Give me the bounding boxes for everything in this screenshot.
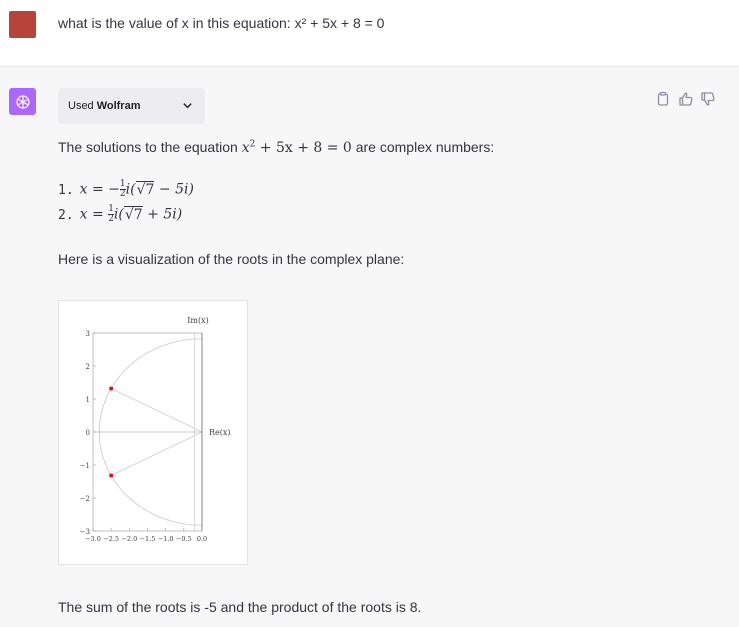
summary-text: The sum of the roots is -5 and the product of the roots is 8. <box>58 599 422 615</box>
thumbs-up-icon[interactable] <box>678 91 694 107</box>
intro-equation <box>242 140 352 156</box>
y-axis-label: Im(x) <box>187 316 209 325</box>
y-tick-label: 0 <box>85 429 90 437</box>
equation-exponent: 2 <box>249 139 256 150</box>
root-point <box>109 474 113 478</box>
solution-rest: − 5i) <box>154 181 194 198</box>
user-message-text: what is the value of x in this equation: x² + 5x + 8 = 0 <box>58 15 385 31</box>
assistant-message-row <box>0 67 739 627</box>
x-tick-label: −3.0 <box>85 535 101 543</box>
solution-item-2 <box>58 205 182 224</box>
x-tick-label: −2.0 <box>121 535 138 543</box>
fraction-numerator: 1 <box>108 204 114 214</box>
solution-item-1 <box>58 180 194 199</box>
y-tick-label: 2 <box>85 363 90 371</box>
equation-x: x <box>241 140 250 156</box>
visualization-intro: Here is a visualization of the roots in the complex plane: <box>58 251 405 267</box>
solution-sqrt: √7 <box>124 206 143 223</box>
intro-after: are complex numbers: <box>351 139 495 155</box>
root-point <box>109 386 113 390</box>
y-tick-label: −1 <box>79 462 90 470</box>
y-tick-label: 3 <box>85 330 90 338</box>
x-tick-label: −1.5 <box>139 535 156 543</box>
x-axis-label: Re(x) <box>209 428 231 437</box>
message-actions <box>656 91 716 107</box>
solution-lhs: x = <box>79 206 109 223</box>
intro-before: The solutions to the equation <box>58 139 242 155</box>
solution-sqrt: √7 <box>136 181 155 198</box>
complex-plane-plot <box>58 300 248 565</box>
x-tick-label: −0.5 <box>175 535 192 543</box>
user-message-row <box>0 0 739 67</box>
solution-i: i( <box>125 181 136 198</box>
plugin-used-name: Wolfram <box>96 100 141 112</box>
fraction-denominator: 2 <box>119 189 126 199</box>
equation-rest: + 5x + 8 = 0 <box>255 140 352 156</box>
plot-axes <box>93 333 202 531</box>
y-tick-label: 1 <box>85 396 90 404</box>
solution-number: 2. <box>58 207 74 223</box>
solution-rest: + 5i) <box>142 206 183 223</box>
plot-svg <box>59 301 247 564</box>
solution-lhs: x = − <box>79 181 120 198</box>
chevron-down-icon <box>182 100 193 114</box>
x-tick-label: 0.0 <box>196 535 208 543</box>
solution-number: 1. <box>58 182 74 198</box>
root-ray <box>111 432 202 476</box>
plugin-used-dropdown[interactable] <box>58 88 205 124</box>
y-tick-label: −2 <box>79 495 90 503</box>
solution-i: i( <box>113 206 124 223</box>
x-tick-label: −2.5 <box>103 535 120 543</box>
thumbs-down-icon[interactable] <box>700 91 716 107</box>
root-ray <box>111 388 202 432</box>
plugin-used-prefix: Used <box>68 100 94 112</box>
solutions-intro <box>58 139 494 156</box>
fraction-numerator: 1 <box>119 179 126 189</box>
copy-icon[interactable] <box>656 91 672 107</box>
plot-ticks <box>80 330 208 543</box>
x-tick-label: −1.0 <box>157 535 174 543</box>
y-tick-label: −3 <box>79 528 90 536</box>
fraction-denominator: 2 <box>108 214 114 224</box>
user-avatar <box>9 11 36 38</box>
chatgpt-logo-icon <box>9 88 36 115</box>
